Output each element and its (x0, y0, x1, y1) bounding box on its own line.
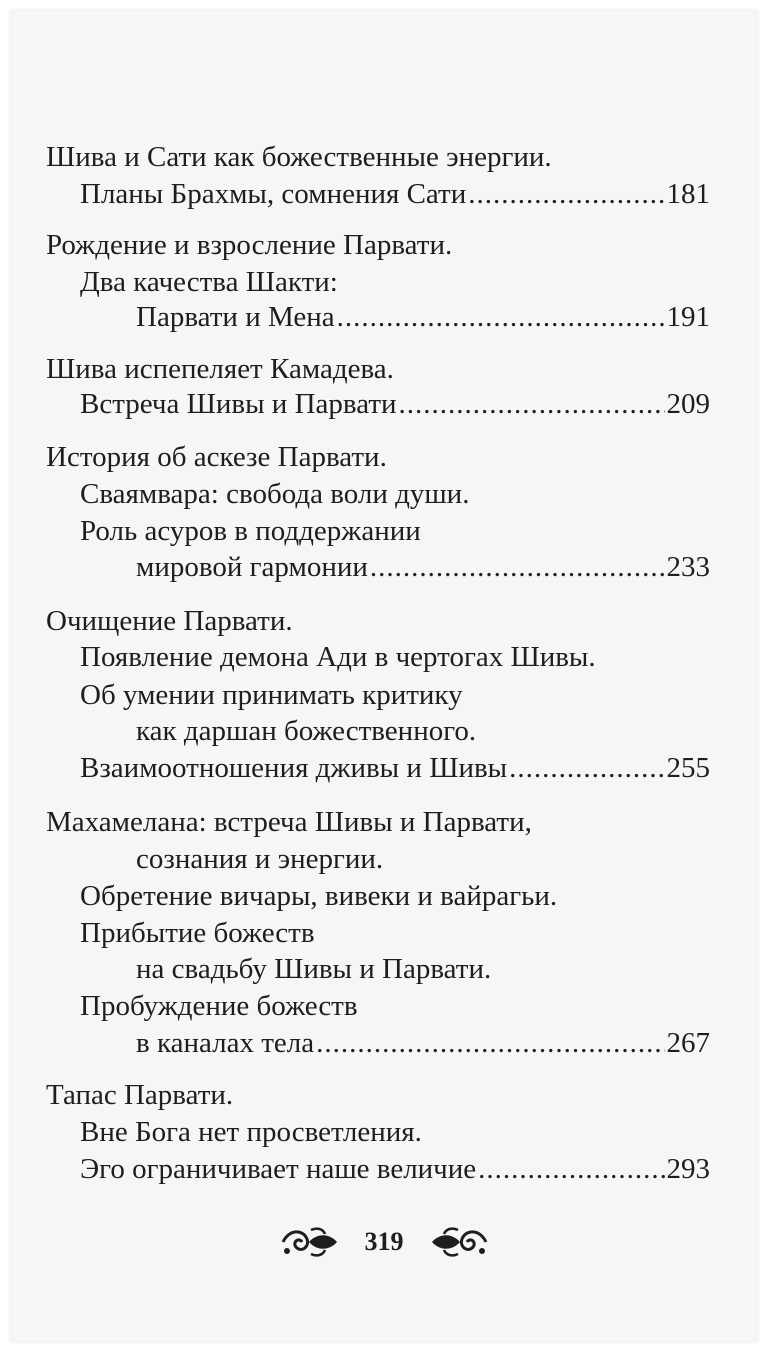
toc-entry (46, 1078, 710, 1112)
toc-entry-title: Пробуждение божеств (80, 990, 358, 1022)
toc-entry-title: Появление демона Ади в чертогах Шивы. (80, 641, 596, 673)
toc-entry-title: мировой гармонии (136, 551, 368, 583)
toc-entry (46, 805, 710, 839)
dot-leader (509, 751, 664, 785)
dot-leader (478, 1152, 664, 1186)
toc-entry-title: Взаимоотношения дживы и Шивы (80, 752, 508, 784)
toc-entry (80, 1115, 710, 1149)
toc-entry-page: 191 (666, 301, 710, 333)
toc-entry-title: Обретение вичары, вивеки и вайрагьи. (80, 880, 558, 912)
toc-entry (136, 952, 710, 986)
toc-entry-title: Два качества Шакти: (80, 266, 338, 298)
toc-entry-title: Махамелана: встреча Шивы и Парвати, (46, 806, 532, 838)
toc-entry (46, 352, 710, 386)
toc-entry-page: 293 (666, 1153, 710, 1185)
toc-entry (136, 1026, 710, 1060)
toc-entry (136, 842, 710, 876)
toc-entry-title: Планы Брахмы, сомнения Сати (80, 178, 467, 210)
right-flourish-ornament-icon (426, 1225, 490, 1259)
toc-entry-title: Шива испепеляет Камадева. (46, 353, 394, 385)
page-number: 319 (364, 1227, 404, 1256)
toc-entry (80, 989, 710, 1023)
toc-entry (80, 265, 710, 299)
toc-entry-title: сознания и энергии. (136, 843, 384, 875)
dot-leader (468, 177, 664, 211)
toc-entry-title: Парвати и Мена (136, 301, 335, 333)
toc-entry-title: на свадьбу Шивы и Парвати. (136, 953, 492, 985)
left-flourish-ornament-icon (279, 1225, 343, 1259)
toc-entry (136, 714, 710, 748)
toc-entry-title: Встреча Шивы и Парвати (80, 388, 397, 420)
toc-entry-title: Прибытие божеств (80, 917, 315, 949)
toc-entry-title: Роль асуров в поддержании (80, 515, 421, 547)
toc-entry (46, 228, 710, 262)
toc-entry (136, 550, 710, 584)
dot-leader (337, 300, 665, 334)
toc-entry (80, 879, 710, 913)
toc-entry (46, 604, 710, 638)
toc-entry (136, 300, 710, 334)
toc-entry-page: 233 (666, 551, 710, 583)
book-page (10, 10, 758, 1342)
dot-leader (316, 1026, 664, 1060)
toc-entry-page: 267 (666, 1027, 710, 1059)
toc-entry-page: 209 (666, 388, 710, 420)
dot-leader (370, 550, 665, 584)
toc-entry-page: 181 (666, 178, 710, 210)
toc-entry (80, 387, 710, 421)
toc-entry-title: Рождение и взросление Парвати. (46, 229, 453, 261)
toc-entry-title: Сваямвара: свобода воли души. (80, 478, 470, 510)
toc-entry-title: как даршан божественного. (136, 715, 477, 747)
toc-entry (80, 477, 710, 511)
toc-entry (80, 916, 710, 950)
toc-entry (80, 177, 710, 211)
toc-entry (80, 1152, 710, 1186)
toc-entry-title: Очищение Парвати. (46, 605, 293, 637)
toc-entry (80, 640, 710, 674)
page-footer (10, 1218, 758, 1266)
table-of-contents (10, 10, 758, 1342)
toc-entry (80, 514, 710, 548)
toc-entry-title: Эго ограничивает наше величие (80, 1153, 477, 1185)
toc-entry (80, 751, 710, 785)
toc-entry (46, 140, 710, 174)
toc-entry-title: История об аскезе Парвати. (46, 441, 387, 473)
toc-entry-title: Шива и Сати как божественные энергии. (46, 141, 552, 173)
toc-entry (80, 678, 710, 712)
dot-leader (399, 387, 665, 421)
toc-entry-title: в каналах тела (136, 1027, 315, 1059)
toc-entry-title: Тапас Парвати. (46, 1079, 234, 1111)
toc-entry (46, 440, 710, 474)
toc-entry-page: 255 (666, 752, 710, 784)
toc-entry-title: Об умении принимать критику (80, 679, 463, 711)
toc-entry-title: Вне Бога нет просветления. (80, 1116, 422, 1148)
